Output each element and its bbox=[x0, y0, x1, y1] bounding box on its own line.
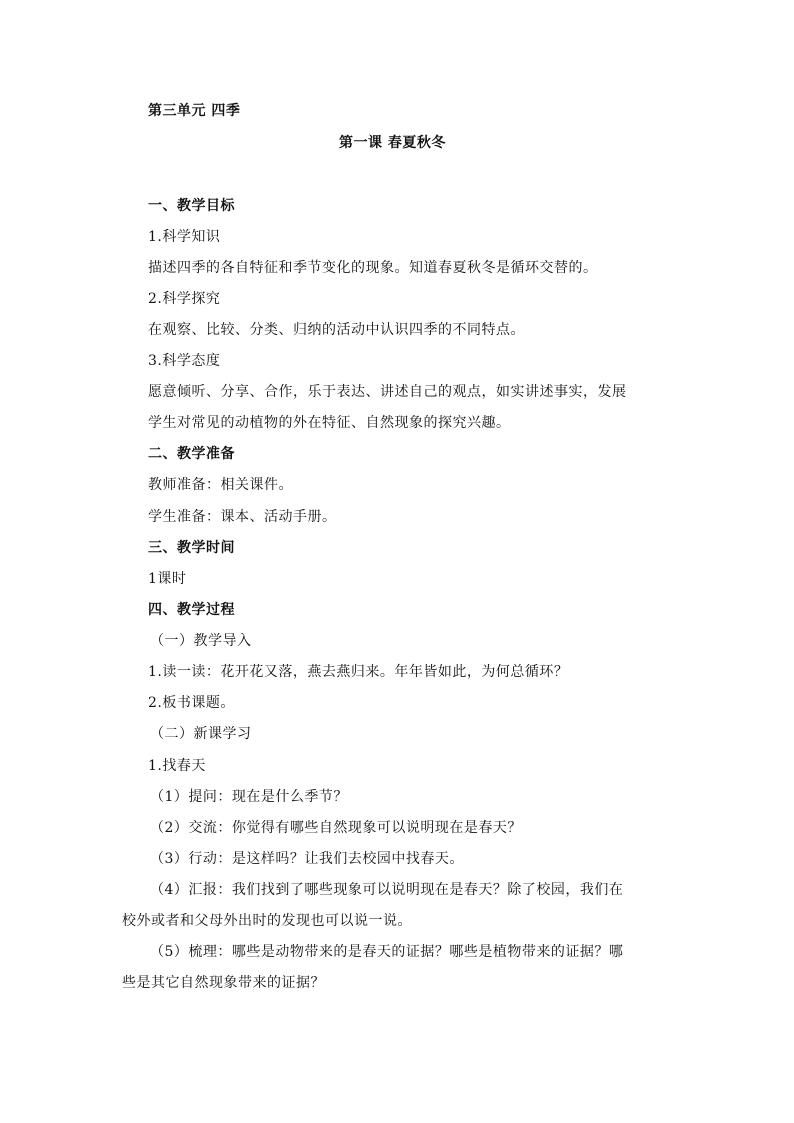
step-1: （1）提问：现在是什么季节？ bbox=[150, 789, 348, 805]
step-5-line-2: 些是其它自然现象带来的证据？ bbox=[122, 975, 325, 991]
prep-heading: 二、教学准备 bbox=[148, 446, 235, 462]
step-3: （3）行动：是这样吗？让我们去校园中找春天。 bbox=[150, 851, 464, 867]
knowledge-label: 1.科学知识 bbox=[148, 229, 221, 245]
intro-heading: （一）教学导入 bbox=[150, 633, 252, 649]
time-heading: 三、教学时间 bbox=[148, 540, 235, 556]
inquiry-label: 2.科学探究 bbox=[148, 291, 221, 307]
time-value: 1课时 bbox=[148, 571, 187, 587]
attitude-text-line-1: 愿意倾听、分享、合作，乐于表达、讲述自己的观点，如实讲述事实，发展 bbox=[148, 384, 627, 400]
new-lesson-heading: （二）新课学习 bbox=[150, 726, 252, 742]
teacher-prep: 教师准备：相关课件。 bbox=[148, 477, 293, 493]
intro-step-1: 1.读一读：花开花又落，燕去燕归来。年年皆如此，为何总循环？ bbox=[148, 664, 569, 680]
attitude-text-line-2: 学生对常见的动植物的外在特征、自然现象的探究兴趣。 bbox=[148, 415, 511, 431]
knowledge-text: 描述四季的各自特征和季节变化的现象。知道春夏秋冬是循环交替的。 bbox=[148, 260, 598, 276]
inquiry-text: 在观察、比较、分类、归纳的活动中认识四季的不同特点。 bbox=[148, 322, 525, 338]
student-prep: 学生准备：课本、活动手册。 bbox=[148, 509, 337, 525]
unit-title: 第三单元 四季 bbox=[148, 103, 241, 119]
goals-heading: 一、教学目标 bbox=[148, 198, 235, 214]
lesson-title: 第一课 春夏秋冬 bbox=[339, 135, 446, 151]
step-4-line-1: （4）汇报：我们找到了哪些现象可以说明现在是春天？除了校园，我们在 bbox=[150, 882, 624, 898]
step-5-line-1: （5）梳理：哪些是动物带来的是春天的证据？哪些是植物带来的证据？哪 bbox=[150, 944, 624, 960]
attitude-label: 3.科学态度 bbox=[148, 353, 221, 369]
process-heading: 四、教学过程 bbox=[148, 602, 235, 618]
step-4-line-2: 校外或者和父母外出时的发现也可以说一说。 bbox=[122, 913, 412, 929]
find-spring: 1.找春天 bbox=[148, 758, 206, 774]
intro-step-2: 2.板书课题。 bbox=[148, 695, 235, 711]
step-2: （2）交流：你觉得有哪些自然现象可以说明现在是春天？ bbox=[150, 820, 522, 836]
